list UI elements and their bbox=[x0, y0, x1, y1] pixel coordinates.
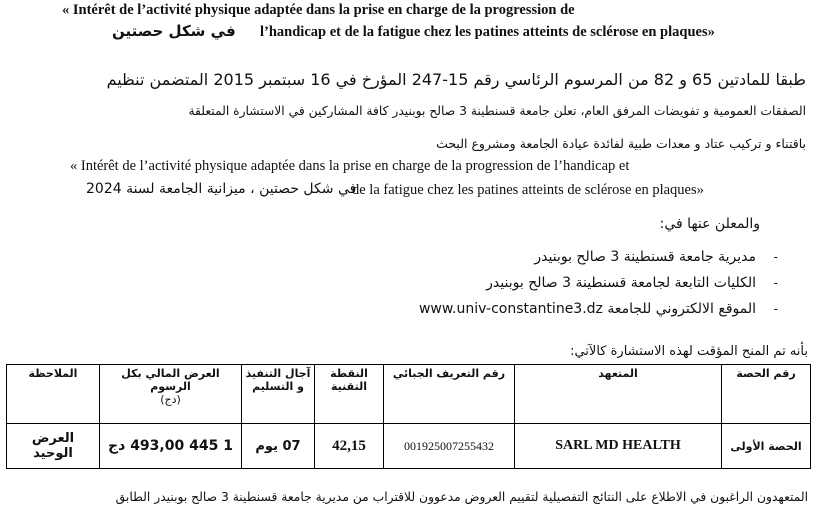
title-line-1: « Intérêt de l’activité physique adaptée dans la prise en charge de la progression de bbox=[62, 2, 575, 18]
header-tech-score: النقطة التقنية bbox=[315, 365, 384, 424]
header-tax-id: رقم التعريف الجبائي bbox=[384, 365, 515, 424]
paragraph-line-2: الصفقات العمومية و تفويضات المرفق العام، تعلن جامعة قسنطينة 3 صالح بوبنيدر كافة المشاركين في الاستشارة المتعلقة bbox=[188, 104, 806, 118]
award-intro: بأنه تم المنح المؤقت لهذه الاستشارة كالآتي: bbox=[570, 344, 808, 359]
cell-lot: الحصة الأولى bbox=[722, 424, 811, 469]
title-line-2-arabic: في شكل حصتين bbox=[112, 22, 236, 40]
cell-tax-id: 001925007255432 bbox=[384, 424, 515, 469]
list-item-text: مديرية جامعة قسنطينة 3 صالح بوبنيدر bbox=[534, 249, 756, 265]
cell-bidder: SARL MD HEALTH bbox=[515, 424, 722, 469]
paragraph-line-3: باقتناء و تركيب عتاد و معدات طبية لفائدة عيادة الجامعة ومشروع البحث bbox=[436, 136, 806, 151]
header-amount-label: العرض المالي بكل الرسوم bbox=[121, 367, 220, 393]
quote-line-2-french: de la fatigue chez les patines atteints de sclérose en plaques» bbox=[352, 182, 704, 198]
list-item-text: الكليات التابعة لجامعة قسنطينة 3 صالح بوبنيدر bbox=[486, 275, 756, 291]
paragraph-line-1: طبقا للمادتين 65 و 82 من المرسوم الرئاسي رقم 15-247 المؤرخ في 16 سبتمبر 2015 المتضمن تنظيم bbox=[106, 70, 806, 89]
header-bidder: المتعهد bbox=[515, 365, 722, 424]
bullet-icon: - bbox=[773, 276, 778, 290]
cell-tech-score: 42,15 bbox=[315, 424, 384, 469]
list-item bbox=[258, 296, 778, 322]
header-amount-unit: (دج) bbox=[160, 393, 181, 406]
table-header-row bbox=[7, 365, 811, 424]
header-amount bbox=[100, 365, 242, 424]
header-note: الملاحظة bbox=[7, 365, 100, 424]
cell-amount: 1 445 493,00 دج bbox=[100, 424, 242, 469]
header-lot: رقم الحصة bbox=[722, 365, 811, 424]
cell-note: العرض الوحيد bbox=[7, 424, 100, 469]
quote-line-2-arabic: في شكل حصتين ، ميزانية الجامعة لسنة 2024 bbox=[86, 181, 357, 197]
footer-line: المتعهدون الراغبون في الاطلاع على النتائج التفصيلية لتقييم العروض مدعوون للاقتراب من مديرية جامعة قسنطينة 3 صالح بوبنيدر الطابق bbox=[115, 490, 808, 504]
header-delay: آجال التنفيذ و التسليم bbox=[242, 365, 315, 424]
title-line-2-french: l’handicap et de la fatigue chez les patines atteints de sclérose en plaques» bbox=[260, 24, 715, 40]
bullet-icon: - bbox=[773, 250, 778, 264]
list-item-text: الموقع الالكتروني للجامعة www.univ-constantine3.dz bbox=[418, 301, 756, 317]
list-item bbox=[258, 244, 778, 270]
announced-in-label: والمعلن عنها في: bbox=[659, 216, 760, 232]
award-table bbox=[6, 364, 811, 469]
quote-line-1: « Intérêt de l’activité physique adaptée dans la prise en charge de la progression de l’handicap et bbox=[70, 158, 630, 174]
list-item bbox=[258, 270, 778, 296]
bullet-icon: - bbox=[773, 302, 778, 316]
recipients-list bbox=[258, 244, 778, 322]
cell-delay: 07 يوم bbox=[242, 424, 315, 469]
table-row bbox=[7, 424, 811, 469]
